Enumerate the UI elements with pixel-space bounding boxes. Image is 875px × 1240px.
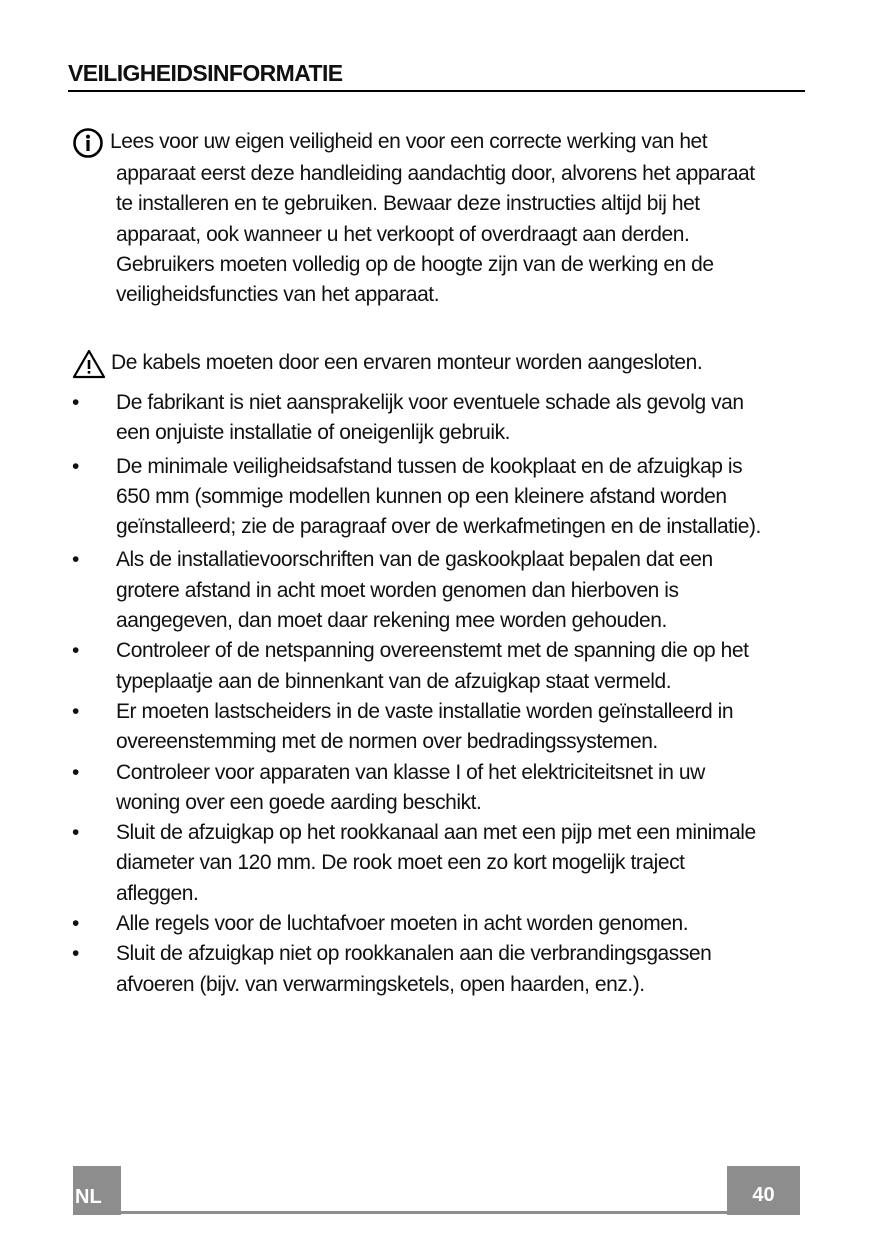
bullet-icon: • — [72, 391, 79, 414]
page-title: VEILIGHEIDSINFORMATIE — [68, 60, 805, 92]
info-icon — [72, 127, 104, 159]
list-item-line: Alle regels voor de luchtafvoer moeten in acht worden genomen. — [116, 912, 689, 936]
list-item-line: diameter van 120 mm. De rook moet een zo kort mogelijk traject — [116, 851, 685, 875]
warning-text: De kabels moeten door een ervaren monteur worden aangesloten. — [111, 351, 703, 374]
list-item — [72, 388, 807, 449]
page-number: 40 — [727, 1166, 800, 1215]
list-item-line: afvoeren (bijv. van verwarmingsketels, open haarden, enz.). — [116, 972, 645, 996]
info-line: Gebruikers moeten volledig op de hoogte zijn van de werking en de — [116, 252, 714, 276]
list-item — [72, 545, 807, 636]
list-item — [72, 452, 807, 543]
footer-divider — [121, 1211, 727, 1214]
list-item-line: afleggen. — [116, 881, 199, 905]
info-line: veiligheidsfuncties van het apparaat. — [116, 283, 440, 307]
bullet-icon: • — [72, 548, 79, 572]
info-line: apparaat, ook wanneer u het verkoopt of overdraagt aan derden. — [116, 222, 690, 246]
info-line: apparaat eerst deze handleiding aandachtig door, alvorens het apparaat — [116, 162, 755, 185]
list-item-line: typeplaatje aan de binnenkant van de afzuigkap staat vermeld. — [116, 669, 672, 693]
bullet-icon: • — [72, 760, 79, 784]
list-item-line: Sluit de afzuigkap op het rookkanaal aan met een pijp met een minimale — [116, 821, 756, 845]
list-item — [72, 909, 807, 939]
list-item-line: Als de installatievoorschriften van de gaskookplaat bepalen dat een — [116, 548, 713, 572]
safety-list — [72, 388, 807, 1000]
list-item-line: Controleer voor apparaten van klasse I of het elektriciteitsnet in uw — [116, 760, 705, 784]
warning-icon — [72, 349, 106, 379]
list-item-line: De minimale veiligheidsafstand tussen de kookplaat en de afzuigkap is — [116, 454, 743, 478]
bullet-icon: • — [72, 912, 79, 936]
list-item — [72, 818, 807, 909]
list-item-line: 650 mm (sommige modellen kunnen op een kleinere afstand worden — [116, 484, 727, 508]
info-first-line: Lees voor uw eigen veiligheid en voor een correcte werking van het — [110, 130, 708, 153]
list-item-line: Er moeten lastscheiders in de vaste installatie worden geïnstalleerd in — [116, 699, 734, 723]
list-item — [72, 636, 807, 697]
list-item-line: grotere afstand in acht moet worden genomen dan hierboven is — [116, 578, 679, 602]
list-item — [72, 939, 807, 1000]
list-item-line: De fabrikant is niet aansprakelijk voor eventuele schade als gevolg van — [116, 391, 744, 414]
list-item-line: overeenstemming met de normen over bedradingssystemen. — [116, 730, 658, 754]
info-line: te installeren en te gebruiken. Bewaar deze instructies altijd bij het — [116, 192, 700, 216]
warning-notice — [72, 348, 802, 379]
list-item-line: Sluit de afzuigkap niet op rookkanalen aan die verbrandingsgassen — [116, 942, 712, 966]
bullet-icon: • — [72, 639, 79, 663]
info-notice — [72, 127, 792, 310]
list-item — [72, 758, 807, 819]
list-item — [72, 697, 807, 758]
bullet-icon: • — [72, 821, 79, 845]
list-item-line: geïnstalleerd; zie de paragraaf over de werkafmetingen en de installatie). — [116, 515, 761, 539]
list-item-line: een onjuiste installatie of oneigenlijk gebruik. — [116, 421, 511, 445]
bullet-icon: • — [72, 454, 79, 478]
list-item-line: Controleer of de netspanning overeenstemt met de spanning die op het — [116, 639, 749, 663]
list-item-line: woning over een goede aarding beschikt. — [116, 790, 482, 814]
bullet-icon: • — [72, 942, 79, 966]
bullet-icon: • — [72, 699, 79, 723]
language-badge: NL — [73, 1166, 121, 1215]
list-item-line: aangegeven, dan moet daar rekening mee worden gehouden. — [116, 609, 667, 633]
